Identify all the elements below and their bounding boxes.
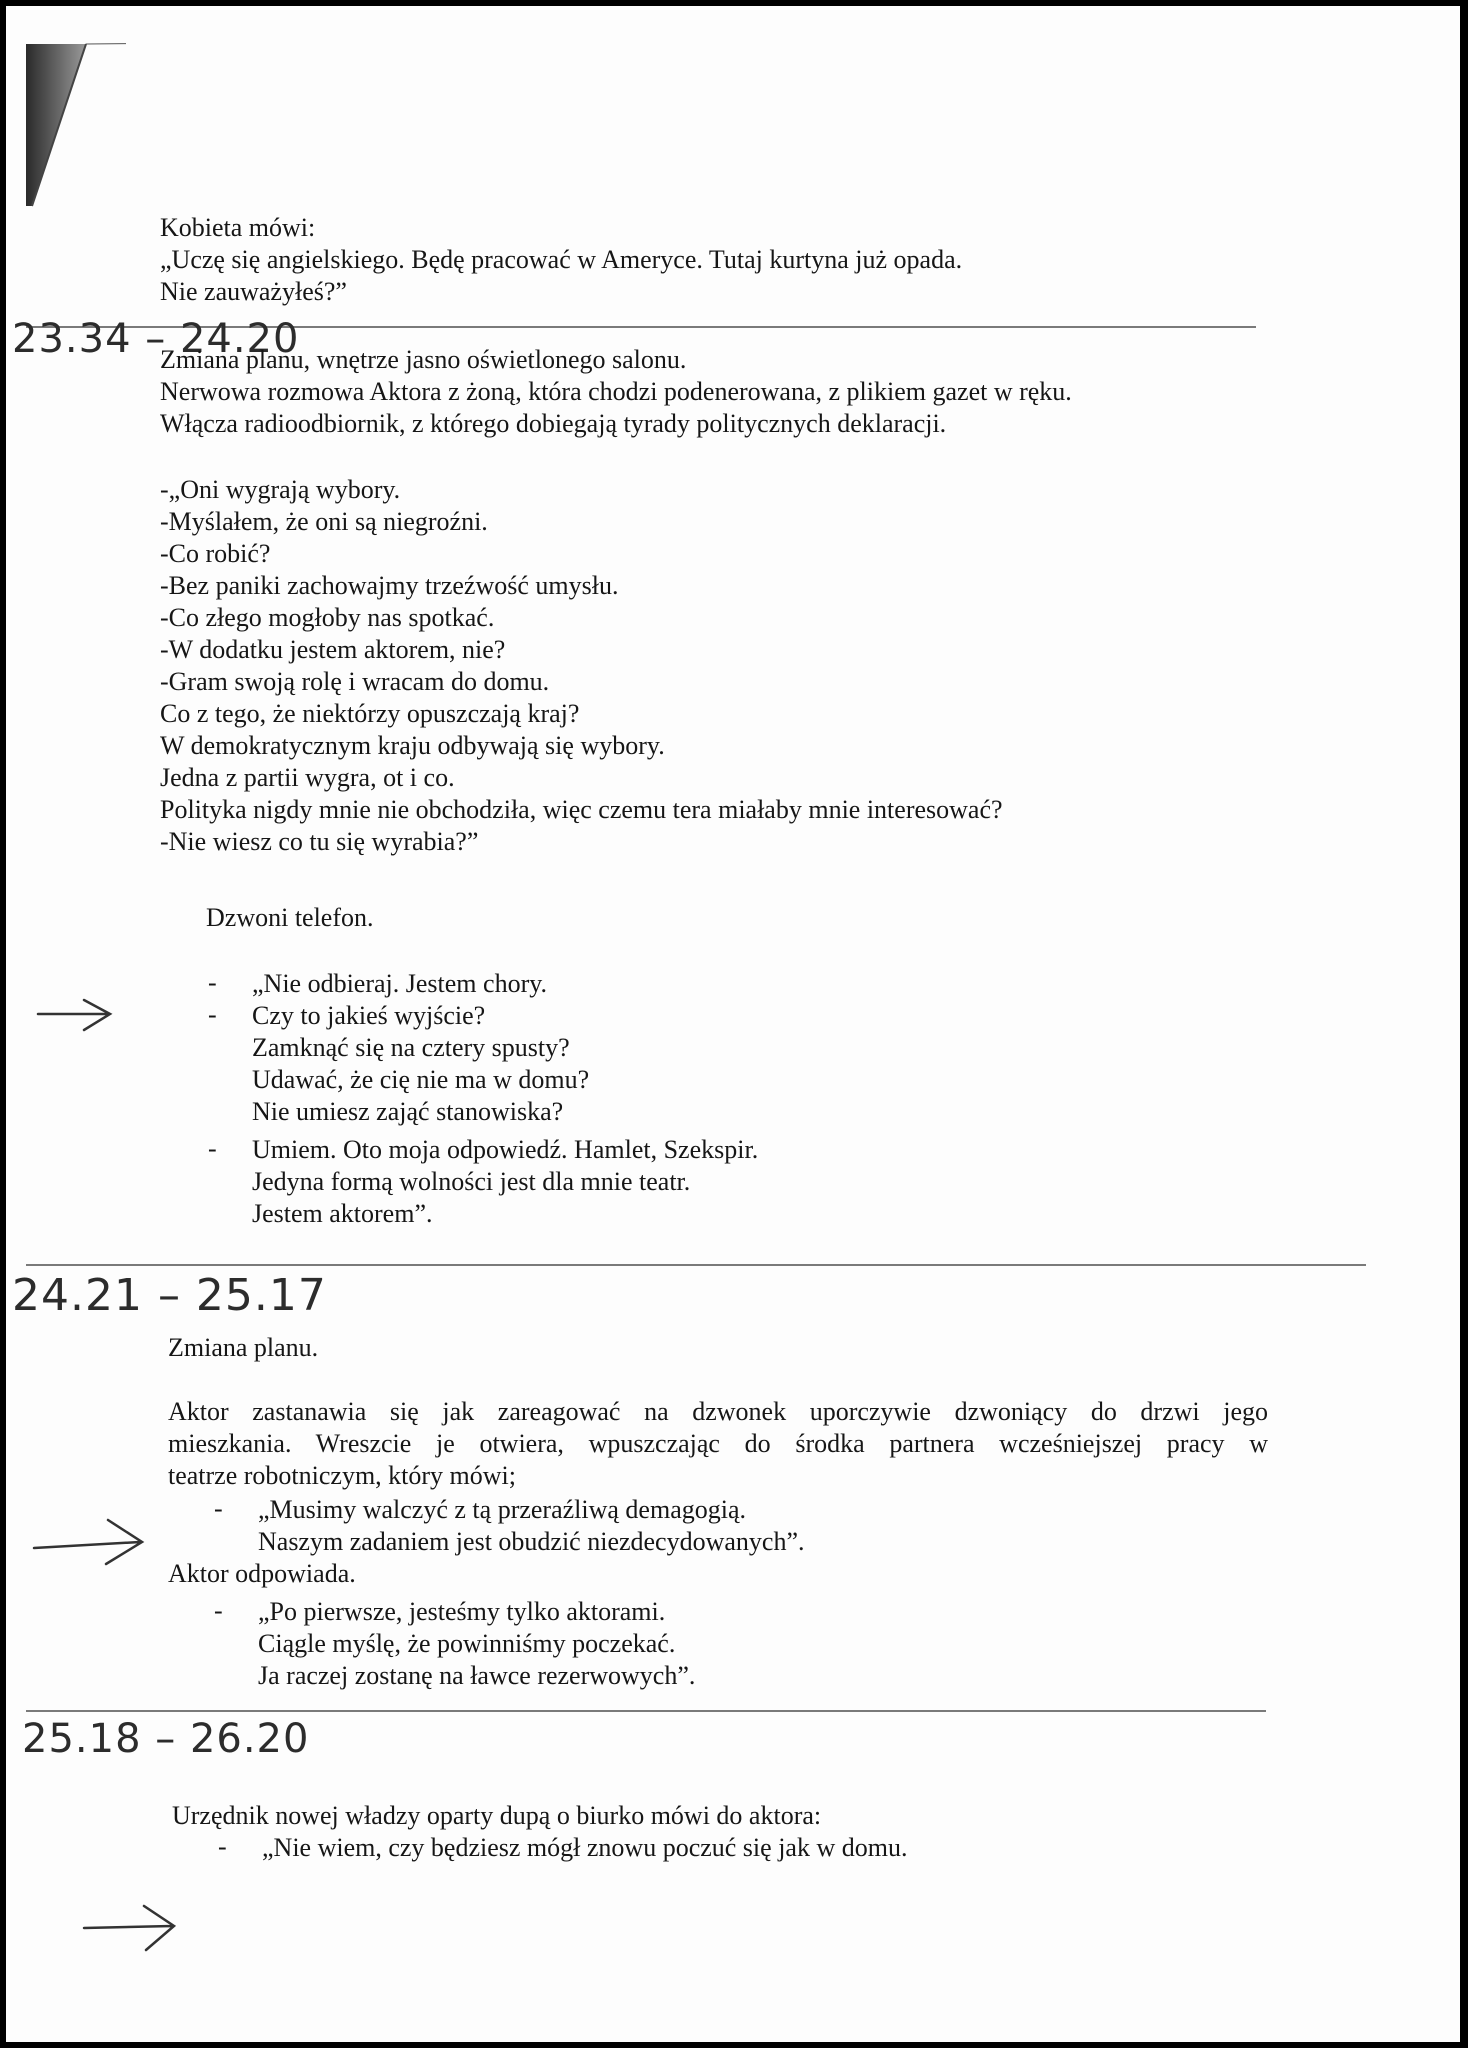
section4-quote: „Nie wiem, czy będziesz mógł znowu poczuć się jak w domu. (262, 1833, 908, 1862)
timecode-handwritten: 24.21 – 25.17 (12, 1270, 327, 1321)
dialogue-line: -Co złego mogłoby nas spotkać. (160, 603, 495, 632)
timecode-handwritten: 23.34 – 24.20 (12, 316, 300, 362)
list-line: „Nie odbieraj. Jestem chory. (252, 969, 548, 998)
dialogue-line: -„Oni wygrają wybory. (160, 475, 401, 504)
arrow-icon (30, 1514, 150, 1568)
quote-line: „Po pierwsze, jesteśmy tylko aktorami. (258, 1597, 666, 1626)
section3-paragraph-line: teatrze robotniczym, który mówi; (168, 1461, 517, 1490)
section2-line: Włącza radioodbiornik, z którego dobiegają tyrady politycznych deklaracji. (160, 409, 947, 438)
list-dash: - (214, 1596, 223, 1625)
quote-line: „Musimy walczyć z tą przeraźliwą demagogią. (258, 1495, 746, 1524)
divider-rule (26, 1264, 1366, 1266)
dialogue-line: -Myślałem, że oni są niegroźni. (160, 507, 488, 536)
list-line: Umiem. Oto moja odpowiedź. Hamlet, Szekspir. (252, 1135, 759, 1164)
quote-line: Ciągle myślę, że powinniśmy poczekać. (258, 1629, 676, 1658)
list-line: Czy to jakieś wyjście? (252, 1001, 486, 1030)
section3-paragraph-line: mieszkania. Wreszcie je otwiera, wpuszczając do środka partnera wcześniejszej pracy w (168, 1429, 1268, 1458)
quote-line: Naszym zadaniem jest obudzić niezdecydowanych”. (258, 1527, 805, 1556)
divider-rule (26, 1710, 1266, 1712)
quote-line: Ja raczej zostanę na ławce rezerwowych”. (258, 1661, 696, 1690)
document-page (6, 6, 1460, 2042)
list-dash: - (208, 968, 217, 997)
reply-line: Aktor odpowiada. (168, 1559, 356, 1588)
list-dash: - (214, 1494, 223, 1523)
dialogue-line: Co z tego, że niektórzy opuszczają kraj? (160, 699, 580, 728)
dialogue-line: Jedna z partii wygra, ot i co. (160, 763, 455, 792)
dialogue-line: -Co robić? (160, 539, 271, 568)
dialogue-line: -W dodatku jestem aktorem, nie? (160, 635, 506, 664)
list-line: Nie umiesz zająć stanowiska? (252, 1097, 564, 1126)
list-line: Jestem aktorem”. (252, 1199, 433, 1228)
dialogue-line: Polityka nigdy mnie nie obchodziła, więc czemu tera miałaby mnie interesować? (160, 795, 1003, 824)
dialogue-line: -Bez paniki zachowajmy trzeźwość umysłu. (160, 571, 619, 600)
section4-intro: Urzędnik nowej władzy oparty dupą o biurko mówi do aktora: (172, 1801, 822, 1830)
arrow-icon (82, 1902, 182, 1956)
folded-corner (6, 6, 126, 226)
list-dash: - (208, 1000, 217, 1029)
section3-paragraph-line: Aktor zastanawia się jak zareagować na dzwonek uporczywie dzwoniący do drzwi jego (168, 1397, 1268, 1426)
section2-line: Zmiana planu, wnętrze jasno oświetlonego salonu. (160, 345, 687, 374)
phone-rings: Dzwoni telefon. (206, 903, 374, 932)
list-dash: - (218, 1832, 227, 1861)
section1-quote-line1: „Uczę się angielskiego. Będę pracować w Ameryce. Tutaj kurtyna już opada. (160, 245, 963, 274)
timecode-handwritten: 25.18 – 26.20 (22, 1716, 310, 1762)
arrow-icon (36, 996, 116, 1036)
section1-quote-line2: Nie zauważyłeś?” (160, 277, 347, 306)
list-line: Zamknąć się na cztery spusty? (252, 1033, 570, 1062)
section3-title: Zmiana planu. (168, 1333, 319, 1362)
list-dash: - (208, 1134, 217, 1163)
list-line: Jedyna formą wolności jest dla mnie teatr. (252, 1167, 691, 1196)
dialogue-line: W demokratycznym kraju odbywają się wybory. (160, 731, 665, 760)
list-line: Udawać, że cię nie ma w domu? (252, 1065, 590, 1094)
section2-line: Nerwowa rozmowa Aktora z żoną, która chodzi podenerowana, z plikiem gazet w ręku. (160, 377, 1072, 406)
dialogue-line: -Nie wiesz co tu się wyrabia?” (160, 827, 479, 856)
dialogue-line: -Gram swoją rolę i wracam do domu. (160, 667, 550, 696)
section1-intro: Kobieta mówi: (160, 213, 316, 242)
